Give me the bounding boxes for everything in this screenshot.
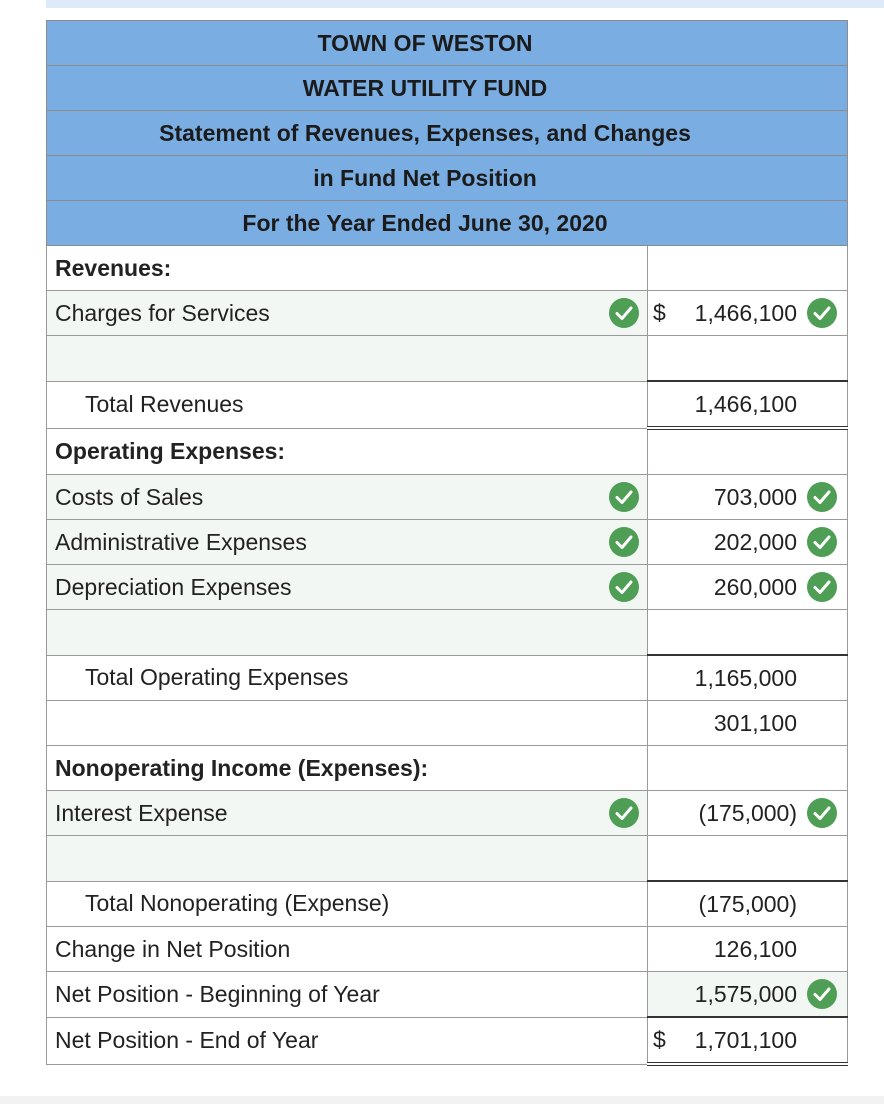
check-icon bbox=[807, 572, 837, 602]
total-nonoperating-amount: (175,000) bbox=[648, 881, 848, 927]
depreciation-expenses-label: Depreciation Expenses bbox=[55, 573, 292, 600]
costs-of-sales-amount: 703,000 bbox=[713, 483, 797, 510]
administrative-expenses-amount-cell[interactable] bbox=[648, 520, 848, 565]
net-position-end-amount-cell bbox=[648, 1017, 848, 1064]
dollar-sign: $ bbox=[653, 1026, 666, 1053]
operating-income-label bbox=[47, 701, 648, 746]
net-position-beginning-label: Net Position - Beginning of Year bbox=[47, 972, 648, 1018]
net-position-beginning-amount: 1,575,000 bbox=[694, 980, 797, 1007]
charges-for-services-label: Charges for Services bbox=[55, 299, 270, 326]
blank-amount-cell[interactable] bbox=[648, 836, 848, 882]
total-revenues-amount: 1,466,100 bbox=[648, 381, 848, 428]
check-icon bbox=[807, 979, 837, 1009]
header-entity: TOWN OF WESTON bbox=[47, 21, 848, 66]
statement-table bbox=[46, 20, 848, 1066]
total-operating-expenses-amount: 1,165,000 bbox=[648, 655, 848, 701]
interest-expense-amount-cell[interactable] bbox=[648, 791, 848, 836]
costs-of-sales-label-cell[interactable] bbox=[47, 475, 648, 520]
bottom-strip bbox=[0, 1096, 884, 1104]
operating-expenses-heading: Operating Expenses: bbox=[47, 428, 648, 475]
costs-of-sales-amount-cell[interactable] bbox=[648, 475, 848, 520]
depreciation-expenses-amount-cell[interactable] bbox=[648, 565, 848, 610]
check-icon bbox=[807, 798, 837, 828]
header-period: For the Year Ended June 30, 2020 bbox=[47, 201, 848, 246]
nonoperating-heading: Nonoperating Income (Expenses): bbox=[47, 746, 648, 791]
blank-label-cell[interactable] bbox=[47, 336, 648, 382]
header-title-line2: in Fund Net Position bbox=[47, 156, 848, 201]
charges-for-services-amount: 1,466,100 bbox=[694, 299, 797, 326]
blank-amount-cell[interactable] bbox=[648, 336, 848, 382]
total-revenues-label: Total Revenues bbox=[47, 381, 648, 428]
charges-for-services-label-cell[interactable] bbox=[47, 291, 648, 336]
top-strip bbox=[46, 0, 884, 8]
header-fund: WATER UTILITY FUND bbox=[47, 66, 848, 111]
check-icon bbox=[609, 527, 639, 557]
administrative-expenses-label-cell[interactable] bbox=[47, 520, 648, 565]
check-icon bbox=[807, 298, 837, 328]
charges-for-services-amount-cell[interactable] bbox=[648, 291, 848, 336]
check-icon bbox=[609, 572, 639, 602]
interest-expense-label: Interest Expense bbox=[55, 799, 228, 826]
administrative-expenses-label: Administrative Expenses bbox=[55, 528, 307, 555]
blank-label-cell[interactable] bbox=[47, 836, 648, 882]
nonoperating-heading-amount-cell bbox=[648, 746, 848, 791]
interest-expense-label-cell[interactable] bbox=[47, 791, 648, 836]
check-icon bbox=[807, 527, 837, 557]
operating-expenses-heading-amount-cell bbox=[648, 428, 848, 475]
check-icon bbox=[609, 298, 639, 328]
depreciation-expenses-label-cell[interactable] bbox=[47, 565, 648, 610]
interest-expense-amount: (175,000) bbox=[698, 799, 797, 826]
revenues-heading: Revenues: bbox=[47, 246, 648, 291]
total-operating-expenses-label: Total Operating Expenses bbox=[47, 655, 648, 701]
total-nonoperating-label: Total Nonoperating (Expense) bbox=[47, 881, 648, 927]
dollar-sign: $ bbox=[653, 299, 666, 326]
net-position-beginning-amount-cell[interactable] bbox=[648, 972, 848, 1018]
blank-amount-cell[interactable] bbox=[648, 610, 848, 656]
net-position-end-amount: 1,701,100 bbox=[694, 1026, 797, 1053]
check-icon bbox=[609, 482, 639, 512]
change-in-net-position-amount: 126,100 bbox=[648, 927, 848, 972]
blank-label-cell[interactable] bbox=[47, 610, 648, 656]
costs-of-sales-label: Costs of Sales bbox=[55, 483, 204, 510]
revenues-heading-amount-cell bbox=[648, 246, 848, 291]
check-icon bbox=[807, 482, 837, 512]
operating-income-amount: 301,100 bbox=[648, 701, 848, 746]
header-title-line1: Statement of Revenues, Expenses, and Changes bbox=[47, 111, 848, 156]
net-position-end-label: Net Position - End of Year bbox=[47, 1017, 648, 1064]
depreciation-expenses-amount: 260,000 bbox=[713, 573, 797, 600]
check-icon bbox=[609, 798, 639, 828]
change-in-net-position-label: Change in Net Position bbox=[47, 927, 648, 972]
administrative-expenses-amount: 202,000 bbox=[713, 528, 797, 555]
